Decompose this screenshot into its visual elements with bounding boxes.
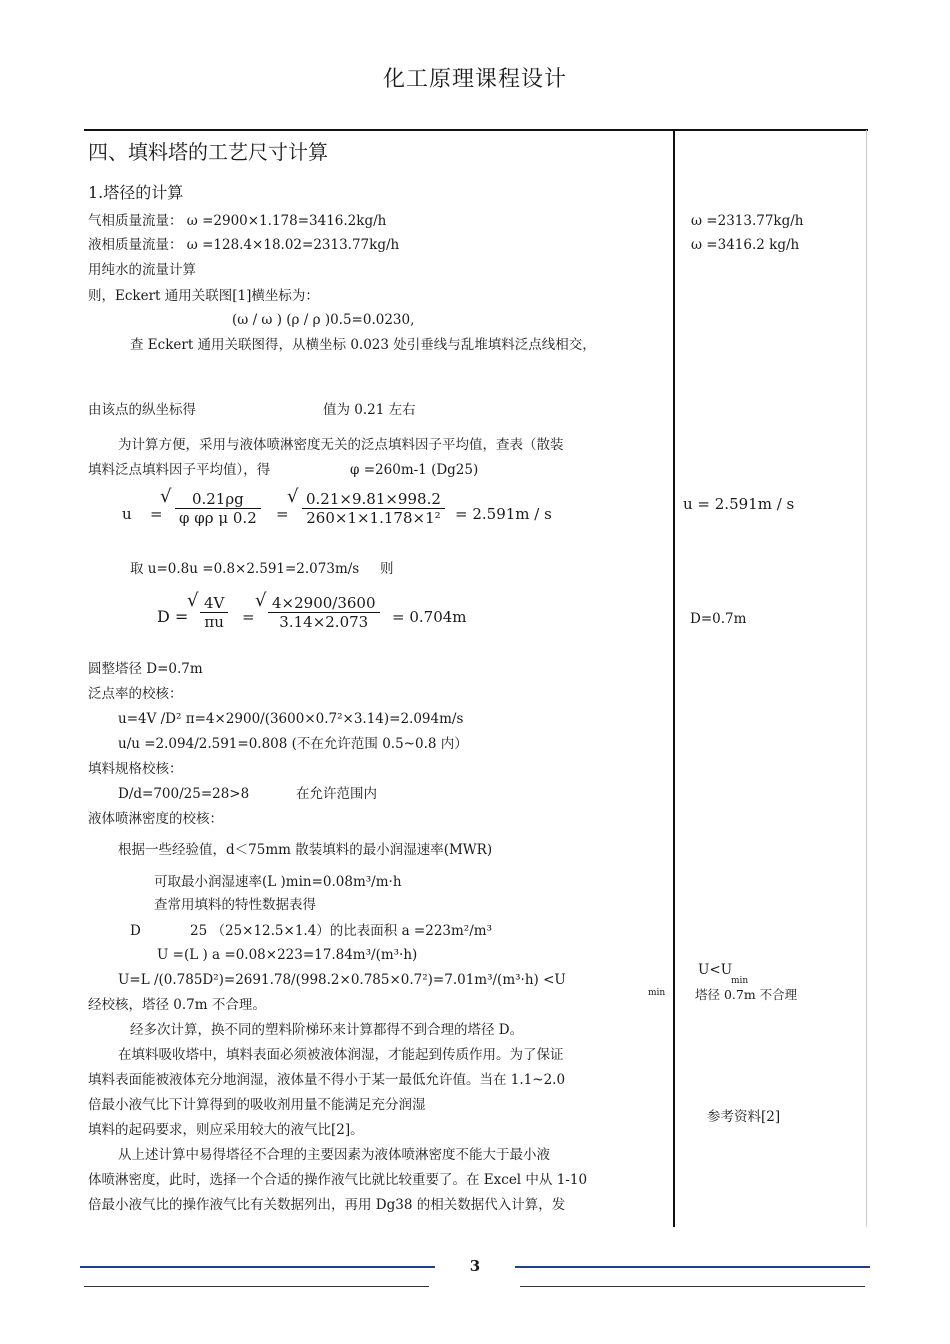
packing-factor-value: φ =260m-1 (Dg25) <box>350 462 479 478</box>
para1-line4: 填料的起码要求，则应采用较大的液气比[2]。 <box>88 1122 364 1138</box>
uf-frac2 <box>302 490 445 527</box>
uf-num1: 0.21ρg <box>191 490 244 508</box>
sidebar-u-lt: U<U <box>698 962 733 978</box>
sidebar-uf: u = 2.591m / s <box>683 495 795 513</box>
mwr-line: 可取最小润湿速率(L )min=0.08m³/m·h <box>154 874 402 890</box>
uf-frac1 <box>175 490 261 527</box>
dn-label: D <box>130 923 141 939</box>
uf-den2: 260×1×1.178×1² <box>302 508 445 527</box>
uf-result: = 2.591m / s <box>455 505 552 523</box>
u-value-sub: min <box>648 988 666 998</box>
uf-eq1: = <box>150 505 163 523</box>
d-num2: 4×2900/3600 <box>272 594 376 612</box>
eckert-intro: 则，Eckert 通用关联图[1]横坐标为： <box>88 288 319 304</box>
spray-check-heading: 液体喷淋密度的校核： <box>88 811 223 827</box>
u-value-line: U=L /(0.785D²)=2691.78/(998.2×0.785×0.7²)=7.01m³/(m³·h) <U <box>118 972 566 988</box>
d-ratio-ok: 在允许范围内 <box>296 786 377 802</box>
uf-formula-label: u <box>122 505 132 523</box>
experience-line: 根据一些经验值，d＜75mm 散装填料的最小润湿速率(MWR) <box>118 842 493 858</box>
sidebar-wl: ω =2313.77kg/h <box>691 213 804 229</box>
d-formula-label: D = <box>157 607 189 626</box>
d-den1: πu <box>200 612 228 631</box>
take-u-line: 取 u=0.8u =0.8×2.591=2.073m/s <box>130 561 360 577</box>
para2-line1: 从上述计算中易得塔径不合理的主要因素为液体喷淋密度不能大于最小液 <box>118 1147 550 1163</box>
uf-num2: 0.21×9.81×998.2 <box>306 490 441 508</box>
pure-water-line: 用纯水的流量计算 <box>88 262 196 278</box>
liquid-flow-line: 液相质量流量： ω =128.4×18.02=2313.77kg/h <box>88 237 400 253</box>
conclusion-line: 经校核，塔径 0.7m 不合理。 <box>88 997 266 1013</box>
lookup-table-line: 查常用填料的特性数据表得 <box>154 897 316 913</box>
right-border <box>866 130 867 1227</box>
para2-line3: 倍最小液气比的操作液气比有关数据列出，再用 Dg38 的相关数据代入计算，发 <box>88 1197 566 1213</box>
header-rule <box>84 129 868 131</box>
ordinate-line: 由该点的纵坐标得 <box>88 402 196 418</box>
u-ratio-line: u/u =2.094/2.591=0.808 (不在允许范围 0.5~0.8 内） <box>118 736 468 752</box>
u-calc-line: u=4V /D² π=4×2900/(3600×0.7²×3.14)=2.094m/s <box>118 711 464 727</box>
sidebar-reference: 参考资料[2] <box>707 1109 781 1125</box>
then-label: 则 <box>380 561 394 577</box>
sidebar-u-lt-sub: min <box>731 976 749 986</box>
gas-flow-line: 气相质量流量： ω =2900×1.178=3416.2kg/h <box>88 213 387 229</box>
subsection-title: 1.塔径的计算 <box>88 183 184 202</box>
multi-calc-line: 经多次计算，换不同的塑料阶梯环来计算都得不到合理的塔径 D。 <box>130 1022 524 1038</box>
page-number: 3 <box>469 1257 481 1275</box>
uf-sqrt2: √ <box>287 486 299 507</box>
packing-factor-line1: 为计算方便，采用与液体喷淋密度无关的泛点填料因子平均值，查表（散装 <box>118 437 564 453</box>
sidebar-d: D=0.7m <box>690 611 747 627</box>
eckert-lookup: 查 Eckert 通用关联图得，从横坐标 0.023 处引垂线与乱堆填料泛点线相交， <box>130 337 596 353</box>
spec-check-heading: 填料规格校核： <box>88 761 183 777</box>
para1-line1: 在填料吸收塔中，填料表面必须被液体润湿，才能起到传质作用。为了保证 <box>118 1047 564 1063</box>
ordinate-value: 值为 0.21 左右 <box>323 402 416 418</box>
round-d-line: 圆整塔径 D=0.7m <box>88 661 203 677</box>
column-divider <box>673 130 675 1227</box>
page-header: 化工原理课程设计 <box>382 67 567 92</box>
abscissa-formula: (ω / ω ) (ρ / ρ )0.5=0.0230, <box>232 312 415 328</box>
d-sqrt1: √ <box>187 590 199 611</box>
packing-factor-line2: 填料泛点填料因子平均值），得 <box>88 462 271 478</box>
d-ratio-line: D/d=700/25=28>8 <box>118 786 250 802</box>
footer-rule-right-thin <box>520 1286 865 1287</box>
flood-check-heading: 泛点率的校核： <box>88 686 183 702</box>
d-eq2: = <box>242 608 255 626</box>
sidebar-wv: ω =3416.2 kg/h <box>691 237 800 253</box>
para1-line3: 倍最小液气比下计算得到的吸收剂用量不能满足充分润湿 <box>88 1097 426 1113</box>
d-num1: 4V <box>204 594 225 612</box>
para1-line2: 填料表面能被液体充分地润湿，液体量不得小于某一最低允许值。当在 1.1~2.0 <box>88 1072 566 1088</box>
sidebar-unreasonable: 塔径 0.7m 不合理 <box>695 987 798 1002</box>
uf-den1: φ φρ μ 0.2 <box>175 508 261 527</box>
d-frac1 <box>200 594 228 631</box>
d-sqrt2: √ <box>255 590 267 611</box>
d-den2: 3.14×2.073 <box>268 612 380 631</box>
section-title: 四、填料塔的工艺尺寸计算 <box>88 140 328 164</box>
para2-line2: 体喷淋密度，此时，选择一个合适的操作液气比就比较重要了。在 Excel 中从 1-10 <box>88 1172 588 1188</box>
d-result: = 0.704m <box>392 608 467 626</box>
d-frac2 <box>268 594 380 631</box>
umin-line: U =(L ) a =0.08×223=17.84m³/(m³·h) <box>157 947 418 963</box>
footer-rule-left-thin <box>84 1286 429 1287</box>
uf-eq2: = <box>276 505 289 523</box>
dn-value-line: 25 （25×12.5×1.4）的比表面积 a =223m²/m³ <box>190 923 492 939</box>
uf-sqrt1: √ <box>160 486 172 507</box>
